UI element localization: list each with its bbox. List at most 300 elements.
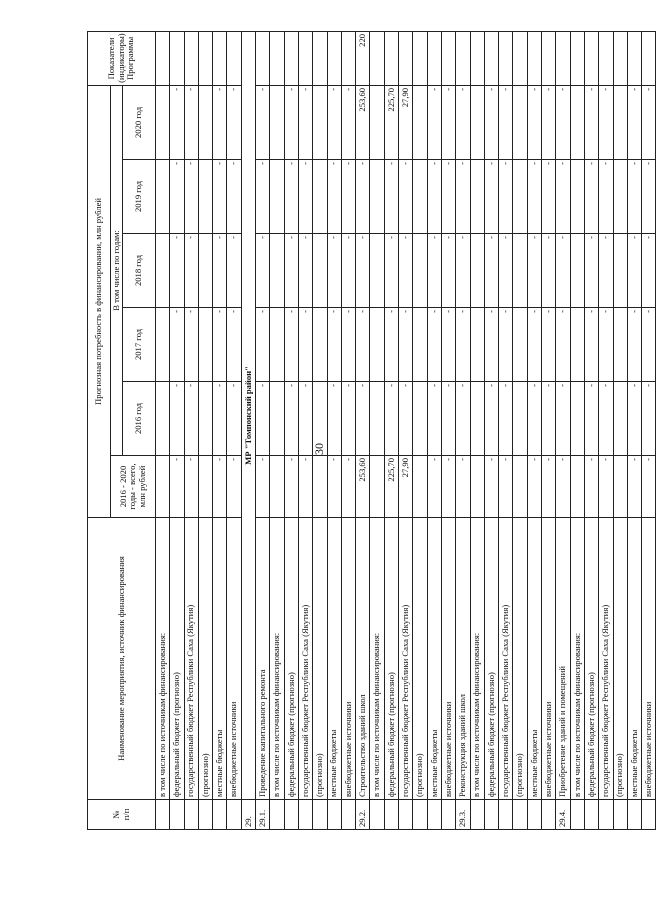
table-row bbox=[413, 31, 427, 829]
row-label: в том числе по источникам финансирования: bbox=[156, 518, 170, 800]
row-number bbox=[427, 800, 441, 830]
value-cell: - bbox=[184, 85, 198, 159]
row-label: внебюджетные источники bbox=[441, 518, 455, 800]
indicator-cell bbox=[327, 31, 341, 85]
value-cell: - bbox=[384, 234, 398, 308]
row-label: внебюджетные источники bbox=[542, 518, 556, 800]
row-label: внебюджетные источники bbox=[341, 518, 355, 800]
value-cell: - bbox=[213, 456, 227, 518]
value-cell bbox=[270, 382, 284, 456]
value-cell: - bbox=[298, 234, 312, 308]
header-by-years: В том числе по годам: bbox=[111, 85, 123, 455]
row-number bbox=[341, 800, 355, 830]
value-cell bbox=[198, 308, 212, 382]
value-cell bbox=[313, 85, 327, 159]
value-cell: - bbox=[399, 382, 413, 456]
value-cell: - bbox=[441, 456, 455, 518]
row-number: 29.1. bbox=[256, 800, 270, 830]
value-cell bbox=[413, 85, 427, 159]
value-cell: - bbox=[542, 160, 556, 234]
row-label: местные бюджеты bbox=[527, 518, 541, 800]
value-cell: - bbox=[542, 234, 556, 308]
row-label: (прогнозно) bbox=[313, 518, 327, 800]
value-cell bbox=[570, 160, 584, 234]
indicator-cell bbox=[599, 31, 613, 85]
row-number bbox=[198, 800, 212, 830]
table-row bbox=[213, 31, 227, 829]
value-cell bbox=[198, 382, 212, 456]
value-cell: - bbox=[441, 85, 455, 159]
value-cell: - bbox=[584, 160, 598, 234]
indicator-cell bbox=[170, 31, 184, 85]
indicator-cell bbox=[227, 31, 241, 85]
value-cell bbox=[413, 308, 427, 382]
row-number: 29.4. bbox=[556, 800, 570, 830]
value-cell: - bbox=[527, 308, 541, 382]
indicator-cell bbox=[456, 31, 470, 85]
value-cell: - bbox=[556, 308, 570, 382]
row-number bbox=[642, 800, 656, 830]
value-cell: - bbox=[599, 234, 613, 308]
value-cell: 253,60 bbox=[356, 85, 370, 159]
row-number: 29.3. bbox=[456, 800, 470, 830]
value-cell bbox=[370, 234, 384, 308]
value-cell bbox=[470, 160, 484, 234]
value-cell bbox=[513, 85, 527, 159]
value-cell: - bbox=[184, 308, 198, 382]
value-cell: - bbox=[298, 456, 312, 518]
value-cell: - bbox=[227, 382, 241, 456]
indicator-cell bbox=[441, 31, 455, 85]
table-row bbox=[427, 31, 441, 829]
value-cell bbox=[613, 308, 627, 382]
value-cell: - bbox=[584, 456, 598, 518]
value-cell bbox=[156, 308, 170, 382]
row-number bbox=[284, 800, 298, 830]
table-row bbox=[198, 31, 212, 829]
indicator-cell bbox=[427, 31, 441, 85]
indicator-cell bbox=[484, 31, 498, 85]
header-period: 2016 - 2020 годы - всего, млн рублей bbox=[111, 456, 156, 518]
value-cell bbox=[370, 160, 384, 234]
value-cell bbox=[198, 456, 212, 518]
row-label: государственный бюджет Республики Саха (Якутия) bbox=[499, 518, 513, 800]
value-cell: - bbox=[642, 308, 656, 382]
value-cell: - bbox=[599, 382, 613, 456]
value-cell: - bbox=[627, 308, 641, 382]
row-label: Реконструкция зданий школ bbox=[456, 518, 470, 800]
value-cell bbox=[570, 308, 584, 382]
value-cell: - bbox=[556, 234, 570, 308]
value-cell: - bbox=[327, 382, 341, 456]
value-cell: - bbox=[441, 234, 455, 308]
value-cell: - bbox=[384, 308, 398, 382]
table-row bbox=[613, 31, 627, 829]
value-cell: - bbox=[427, 160, 441, 234]
value-cell: - bbox=[298, 382, 312, 456]
table-row bbox=[313, 31, 327, 829]
value-cell bbox=[198, 234, 212, 308]
indicator-cell bbox=[256, 31, 270, 85]
value-cell: - bbox=[441, 382, 455, 456]
header-year: 2016 год bbox=[123, 382, 156, 456]
indicator-cell bbox=[213, 31, 227, 85]
value-cell: - bbox=[599, 85, 613, 159]
value-cell: - bbox=[527, 234, 541, 308]
page-number: 30 bbox=[312, 443, 326, 455]
row-label: государственный бюджет Республики Саха (Якутия) bbox=[184, 518, 198, 800]
value-cell: - bbox=[341, 160, 355, 234]
table-row bbox=[298, 31, 312, 829]
indicator-cell bbox=[413, 31, 427, 85]
header-need: Прогнозная потребность в финансировании, млн рублей bbox=[88, 85, 111, 517]
value-cell: - bbox=[427, 456, 441, 518]
value-cell: - bbox=[484, 234, 498, 308]
value-cell: - bbox=[399, 308, 413, 382]
value-cell bbox=[470, 85, 484, 159]
value-cell bbox=[156, 456, 170, 518]
value-cell: - bbox=[356, 382, 370, 456]
value-cell bbox=[570, 456, 584, 518]
indicator-cell bbox=[184, 31, 198, 85]
value-cell bbox=[470, 234, 484, 308]
value-cell: - bbox=[213, 160, 227, 234]
table-row bbox=[599, 31, 613, 829]
value-cell bbox=[156, 160, 170, 234]
row-label: Приобретение зданий и помещений bbox=[556, 518, 570, 800]
value-cell bbox=[270, 308, 284, 382]
value-cell bbox=[370, 308, 384, 382]
indicator-cell bbox=[499, 31, 513, 85]
value-cell bbox=[313, 160, 327, 234]
value-cell bbox=[413, 382, 427, 456]
value-cell bbox=[313, 308, 327, 382]
value-cell: - bbox=[341, 456, 355, 518]
value-cell: - bbox=[627, 85, 641, 159]
table-row bbox=[441, 31, 455, 829]
row-number bbox=[613, 800, 627, 830]
value-cell: - bbox=[170, 160, 184, 234]
value-cell: - bbox=[341, 382, 355, 456]
row-number bbox=[298, 800, 312, 830]
row-label: Строительство зданий школ bbox=[356, 518, 370, 800]
value-cell: - bbox=[556, 456, 570, 518]
row-number bbox=[513, 800, 527, 830]
value-cell: - bbox=[427, 85, 441, 159]
table-row bbox=[284, 31, 298, 829]
table-row bbox=[399, 31, 413, 829]
row-number bbox=[484, 800, 498, 830]
value-cell: - bbox=[170, 382, 184, 456]
value-cell bbox=[313, 382, 327, 456]
value-cell: - bbox=[298, 85, 312, 159]
value-cell: - bbox=[284, 85, 298, 159]
indicator-cell bbox=[556, 31, 570, 85]
value-cell: - bbox=[542, 308, 556, 382]
value-cell: - bbox=[284, 234, 298, 308]
row-label: (прогнозно) bbox=[198, 518, 212, 800]
header-year: 2018 год bbox=[123, 234, 156, 308]
value-cell: 253,60 bbox=[356, 456, 370, 518]
value-cell bbox=[198, 160, 212, 234]
table-row bbox=[227, 31, 241, 829]
table-row bbox=[570, 31, 584, 829]
value-cell: - bbox=[441, 160, 455, 234]
value-cell: 225,70 bbox=[384, 85, 398, 159]
table-row bbox=[627, 31, 641, 829]
value-cell bbox=[313, 234, 327, 308]
value-cell: - bbox=[456, 234, 470, 308]
row-label: (прогнозно) bbox=[513, 518, 527, 800]
indicator-cell bbox=[370, 31, 384, 85]
value-cell: - bbox=[527, 160, 541, 234]
value-cell: - bbox=[341, 308, 355, 382]
value-cell: - bbox=[599, 160, 613, 234]
row-number: 29.2. bbox=[356, 800, 370, 830]
value-cell: - bbox=[499, 308, 513, 382]
row-number bbox=[527, 800, 541, 830]
value-cell: - bbox=[327, 456, 341, 518]
table-row bbox=[356, 31, 370, 829]
value-cell: - bbox=[599, 308, 613, 382]
row-label: (прогнозно) bbox=[613, 518, 627, 800]
row-number bbox=[470, 800, 484, 830]
indicator-cell bbox=[613, 31, 627, 85]
value-cell: - bbox=[499, 456, 513, 518]
indicator-cell bbox=[642, 31, 656, 85]
value-cell: - bbox=[599, 456, 613, 518]
value-cell bbox=[156, 85, 170, 159]
financing-table bbox=[87, 31, 656, 830]
value-cell: - bbox=[213, 234, 227, 308]
table-row bbox=[513, 31, 527, 829]
value-cell bbox=[513, 382, 527, 456]
value-cell bbox=[270, 85, 284, 159]
row-number bbox=[170, 800, 184, 830]
value-cell: - bbox=[642, 382, 656, 456]
value-cell: - bbox=[484, 85, 498, 159]
value-cell: - bbox=[627, 160, 641, 234]
value-cell: - bbox=[642, 160, 656, 234]
value-cell: - bbox=[284, 308, 298, 382]
row-number bbox=[156, 800, 170, 830]
table-row bbox=[484, 31, 498, 829]
row-number bbox=[313, 800, 327, 830]
value-cell: - bbox=[542, 456, 556, 518]
value-cell: - bbox=[327, 85, 341, 159]
value-cell bbox=[370, 382, 384, 456]
value-cell: - bbox=[341, 234, 355, 308]
row-number bbox=[584, 800, 598, 830]
row-label: Проведение капитального ремонта bbox=[256, 518, 270, 800]
value-cell: - bbox=[184, 234, 198, 308]
value-cell bbox=[270, 160, 284, 234]
value-cell: - bbox=[427, 382, 441, 456]
indicator-cell bbox=[341, 31, 355, 85]
value-cell: - bbox=[213, 382, 227, 456]
value-cell bbox=[413, 456, 427, 518]
value-cell: - bbox=[327, 160, 341, 234]
value-cell: - bbox=[256, 160, 270, 234]
value-cell bbox=[413, 234, 427, 308]
row-label: местные бюджеты bbox=[213, 518, 227, 800]
value-cell: - bbox=[327, 234, 341, 308]
row-number bbox=[499, 800, 513, 830]
indicator-cell bbox=[198, 31, 212, 85]
table-row bbox=[542, 31, 556, 829]
value-cell: - bbox=[227, 85, 241, 159]
value-cell bbox=[270, 456, 284, 518]
row-label: внебюджетные источники bbox=[227, 518, 241, 800]
row-label: федеральный бюджет (прогнозно) bbox=[484, 518, 498, 800]
table-row bbox=[270, 31, 284, 829]
row-label: в том числе по источникам финансирования: bbox=[370, 518, 384, 800]
indicator-cell bbox=[298, 31, 312, 85]
value-cell: - bbox=[584, 85, 598, 159]
value-cell: - bbox=[213, 85, 227, 159]
value-cell: - bbox=[170, 85, 184, 159]
value-cell: - bbox=[542, 85, 556, 159]
row-label: государственный бюджет Республики Саха (Якутия) bbox=[298, 518, 312, 800]
value-cell bbox=[613, 456, 627, 518]
value-cell: - bbox=[584, 234, 598, 308]
table-row bbox=[241, 31, 255, 829]
row-number bbox=[599, 800, 613, 830]
value-cell: - bbox=[484, 456, 498, 518]
value-cell: - bbox=[527, 456, 541, 518]
header-year: 2019 год bbox=[123, 160, 156, 234]
value-cell: - bbox=[556, 382, 570, 456]
value-cell: - bbox=[427, 308, 441, 382]
value-cell: - bbox=[384, 382, 398, 456]
row-label: федеральный бюджет (прогнозно) bbox=[284, 518, 298, 800]
value-cell: - bbox=[627, 382, 641, 456]
table-body bbox=[156, 31, 656, 829]
row-number bbox=[327, 800, 341, 830]
table-row bbox=[499, 31, 513, 829]
value-cell: - bbox=[456, 308, 470, 382]
value-cell: - bbox=[184, 456, 198, 518]
value-cell: - bbox=[256, 456, 270, 518]
value-cell: - bbox=[484, 308, 498, 382]
financing-table-container bbox=[87, 32, 653, 830]
indicator-cell bbox=[513, 31, 527, 85]
value-cell: - bbox=[642, 85, 656, 159]
value-cell: 225,70 bbox=[384, 456, 398, 518]
value-cell: - bbox=[556, 85, 570, 159]
value-cell: 27,90 bbox=[399, 456, 413, 518]
row-label: в том числе по источникам финансирования: bbox=[570, 518, 584, 800]
value-cell bbox=[570, 234, 584, 308]
value-cell: - bbox=[527, 85, 541, 159]
value-cell: - bbox=[298, 308, 312, 382]
value-cell: - bbox=[584, 308, 598, 382]
value-cell: - bbox=[170, 308, 184, 382]
value-cell: - bbox=[341, 85, 355, 159]
value-cell: - bbox=[484, 160, 498, 234]
row-label: в том числе по источникам финансирования: bbox=[270, 518, 284, 800]
table-row bbox=[170, 31, 184, 829]
row-number bbox=[441, 800, 455, 830]
row-label: (прогнозно) bbox=[413, 518, 427, 800]
value-cell: - bbox=[499, 85, 513, 159]
value-cell: - bbox=[356, 160, 370, 234]
value-cell bbox=[370, 456, 384, 518]
value-cell: - bbox=[584, 382, 598, 456]
indicator-cell bbox=[313, 31, 327, 85]
value-cell: - bbox=[527, 382, 541, 456]
indicator-cell bbox=[570, 31, 584, 85]
table-row bbox=[642, 31, 656, 829]
table-row bbox=[384, 31, 398, 829]
value-cell: - bbox=[184, 160, 198, 234]
value-cell bbox=[270, 234, 284, 308]
indicator-cell bbox=[384, 31, 398, 85]
value-cell bbox=[613, 234, 627, 308]
value-cell: - bbox=[484, 382, 498, 456]
indicator-cell bbox=[584, 31, 598, 85]
indicator-cell bbox=[470, 31, 484, 85]
value-cell: - bbox=[170, 456, 184, 518]
value-cell: - bbox=[298, 160, 312, 234]
value-cell: - bbox=[284, 160, 298, 234]
value-cell: - bbox=[642, 234, 656, 308]
value-cell: - bbox=[456, 382, 470, 456]
row-label: государственный бюджет Республики Саха (Якутия) bbox=[399, 518, 413, 800]
value-cell bbox=[513, 308, 527, 382]
value-cell: - bbox=[556, 160, 570, 234]
value-cell: - bbox=[399, 234, 413, 308]
row-label: государственный бюджет Республики Саха (Якутия) bbox=[599, 518, 613, 800]
value-cell: - bbox=[256, 85, 270, 159]
value-cell: - bbox=[384, 160, 398, 234]
table-row bbox=[156, 31, 170, 829]
value-cell: - bbox=[499, 234, 513, 308]
value-cell bbox=[513, 234, 527, 308]
header-indicators: Показатели (индикаторы) Программы bbox=[88, 31, 156, 85]
value-cell: - bbox=[284, 382, 298, 456]
value-cell: - bbox=[227, 234, 241, 308]
value-cell bbox=[513, 456, 527, 518]
section-title: МР "Томпонский район" bbox=[241, 31, 255, 799]
table-row bbox=[370, 31, 384, 829]
row-number bbox=[213, 800, 227, 830]
value-cell bbox=[613, 160, 627, 234]
indicator-cell bbox=[270, 31, 284, 85]
value-cell: - bbox=[227, 160, 241, 234]
header-num: № п/п bbox=[88, 800, 156, 830]
indicator-cell: 220 bbox=[356, 31, 370, 85]
value-cell: - bbox=[227, 456, 241, 518]
value-cell: - bbox=[227, 308, 241, 382]
value-cell: - bbox=[427, 234, 441, 308]
row-label: федеральный бюджет (прогнозно) bbox=[170, 518, 184, 800]
row-number bbox=[384, 800, 398, 830]
row-label: в том числе по источникам финансирования: bbox=[470, 518, 484, 800]
row-number: 29. bbox=[241, 800, 255, 830]
indicator-cell bbox=[542, 31, 556, 85]
indicator-cell bbox=[284, 31, 298, 85]
value-cell: - bbox=[284, 456, 298, 518]
value-cell bbox=[613, 85, 627, 159]
value-cell: - bbox=[356, 308, 370, 382]
value-cell: - bbox=[441, 308, 455, 382]
table-row bbox=[184, 31, 198, 829]
header-name: Наименование мероприятия, источник финансирования bbox=[88, 518, 156, 800]
value-cell bbox=[198, 85, 212, 159]
value-cell bbox=[370, 85, 384, 159]
row-number bbox=[627, 800, 641, 830]
